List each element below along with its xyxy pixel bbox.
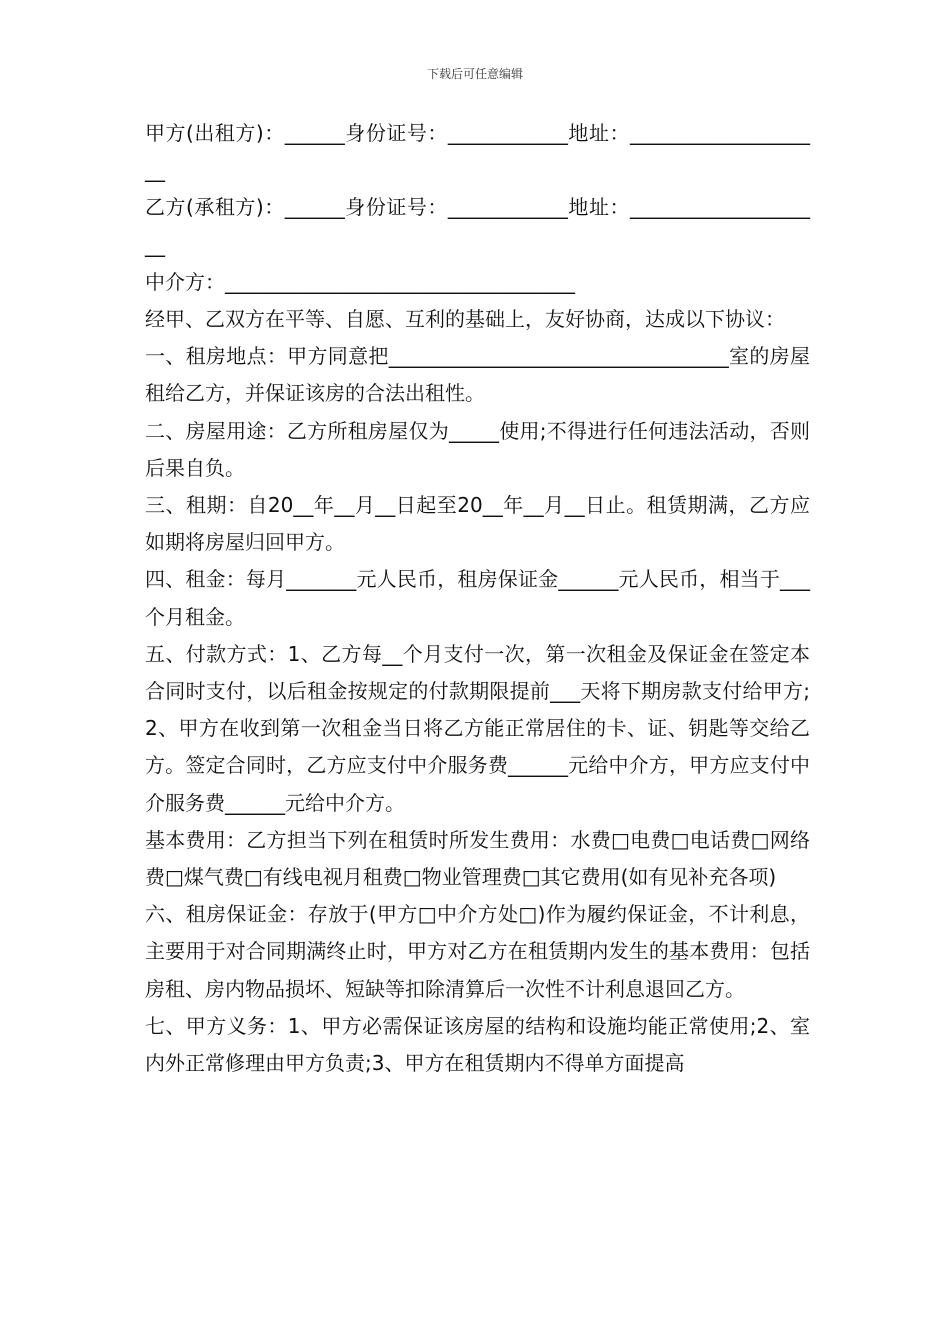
clause-2-usage: 二、房屋用途：乙方所租房屋仅为_____使用;不得进行任何违法活动，否则后果自负。	[145, 418, 810, 480]
page-header-note: 下载后可任意编辑	[426, 67, 523, 81]
clause-6-deposit: 六、租房保证金：存放于(甲方□中介方处□)作为履约保证金，不计利息，主要用于对合同期满终止时，甲方对乙方在租赁期内发生的基本费用：包括房租、房内物品损坏、短缺等扣除清算后一次性不计利息退回乙方。	[145, 902, 810, 1001]
clause-7-landlord-duties: 七、甲方义务：1、甲方必需保证该房屋的结构和设施均能正常使用;2、室内外正常修理由甲方负责;3、甲方在租赁期内不得单方面提高	[145, 1013, 810, 1076]
party-a-line: 甲方(出租方)：______身份证号：____________地址：____________________	[145, 121, 810, 183]
party-b-line: 乙方(承租方)：______身份证号：____________地址：____________________	[145, 195, 810, 257]
clause-1-location: 一、租房地点：甲方同意把__________________________________室的房屋租给乙方，并保证该房的合法出租性。	[145, 344, 810, 406]
preamble-paragraph: 经甲、乙双方在平等、自愿、互利的基础上，友好协商，达成以下协议：	[145, 307, 785, 332]
agent-line: 中介方：___________________________________	[145, 269, 575, 294]
contract-body	[145, 115, 810, 1082]
clause-3-term: 三、租期：自20__年__月__日起至20__年__月__日止。租赁期满，乙方应如期将房屋归回甲方。	[145, 493, 810, 555]
basic-fees-paragraph: 基本费用：乙方担当下列在租赁时所发生费用：水费□电费□电话费□网络费□煤气费□有线电视月租费□物业管理费□其它费用(如有见补充各项)	[145, 827, 810, 890]
clause-4-rent: 四、租金：每月_______元人民币，租房保证金______元人民币，相当于___个月租金。	[145, 567, 810, 629]
clause-5-payment: 五、付款方式：1、乙方每__个月支付一次，第一次租金及保证金在签定本合同时支付，以后租金按规定的付款期限提前___天将下期房款支付给甲方;2、甲方在收到第一次租金当日将乙方能正常居住的卡、证、钥匙等交给乙方。签定合同时，乙方应支付中介服务费______元给中介方，甲方应支付中介服务费______元给中介方。	[145, 641, 810, 815]
